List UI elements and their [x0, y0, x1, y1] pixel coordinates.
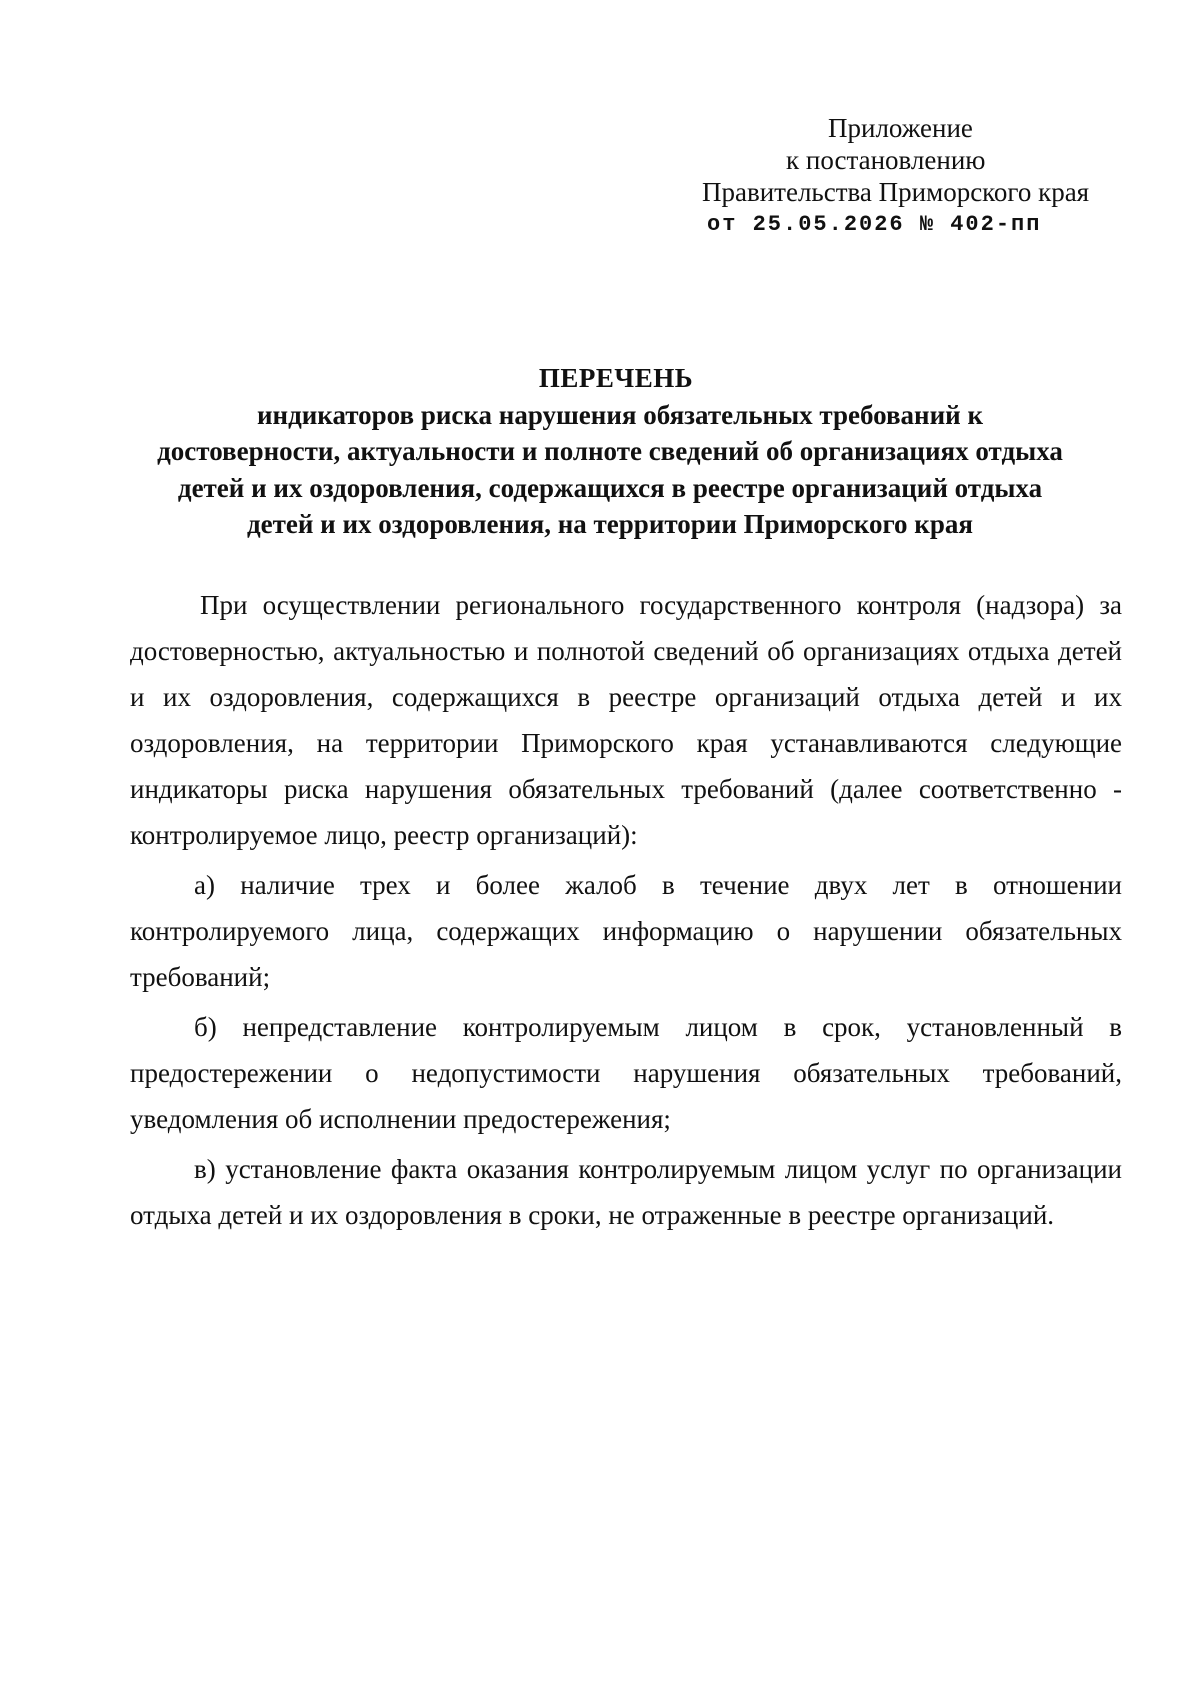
- title-line-2: достоверности, актуальности и полноте сведений об организациях отдыха: [157, 436, 1063, 466]
- document-body: [130, 582, 1122, 1242]
- title-heading: ПЕРЕЧЕНЬ: [538, 363, 694, 393]
- appendix-authority: Правительства Приморского края: [702, 177, 1090, 207]
- list-item-c: в) установление факта оказания контролируемым лицом услуг по организации отдыха детей и их оздоровления в сроки, не отраженные в реестре организаций.: [130, 1154, 1122, 1230]
- appendix-date-number: от 25.05.2026 № 402-пп: [707, 212, 1042, 237]
- document-title: [130, 360, 1090, 543]
- appendix-reference: к постановлению: [786, 145, 986, 175]
- appendix-label: Приложение: [828, 113, 973, 143]
- title-line-3: детей и их оздоровления, содержащихся в реестре организаций отдыха: [177, 472, 1043, 503]
- appendix-header: [700, 112, 1140, 241]
- list-item-b: б) непредставление контролируемым лицом в срок, установленный в предостережении о недопустимости нарушения обязательных требований, уведомления об исполнении предостережения;: [130, 1012, 1122, 1134]
- title-line-4: детей и их оздоровления, на территории Приморского края: [246, 509, 973, 539]
- intro-paragraph: При осуществлении регионального государственного контроля (надзора) за достоверностью, актуальностью и полнотой сведений об организациях отдыха детей и их оздоровления, содержащихся в реестре организаций отдыха детей и их оздоровления, на территории Приморского края устанавливаются следующие индикаторы риска нарушения обязательных требований (далее соответственно - контролируемое лицо, реестр организаций):: [130, 590, 1122, 850]
- list-item-a: а) наличие трех и более жалоб в течение двух лет в отношении контролируемого лица, содержащих информацию о нарушении обязательных требований;: [130, 870, 1122, 992]
- title-line-1: индикаторов риска нарушения обязательных требований к: [256, 399, 984, 430]
